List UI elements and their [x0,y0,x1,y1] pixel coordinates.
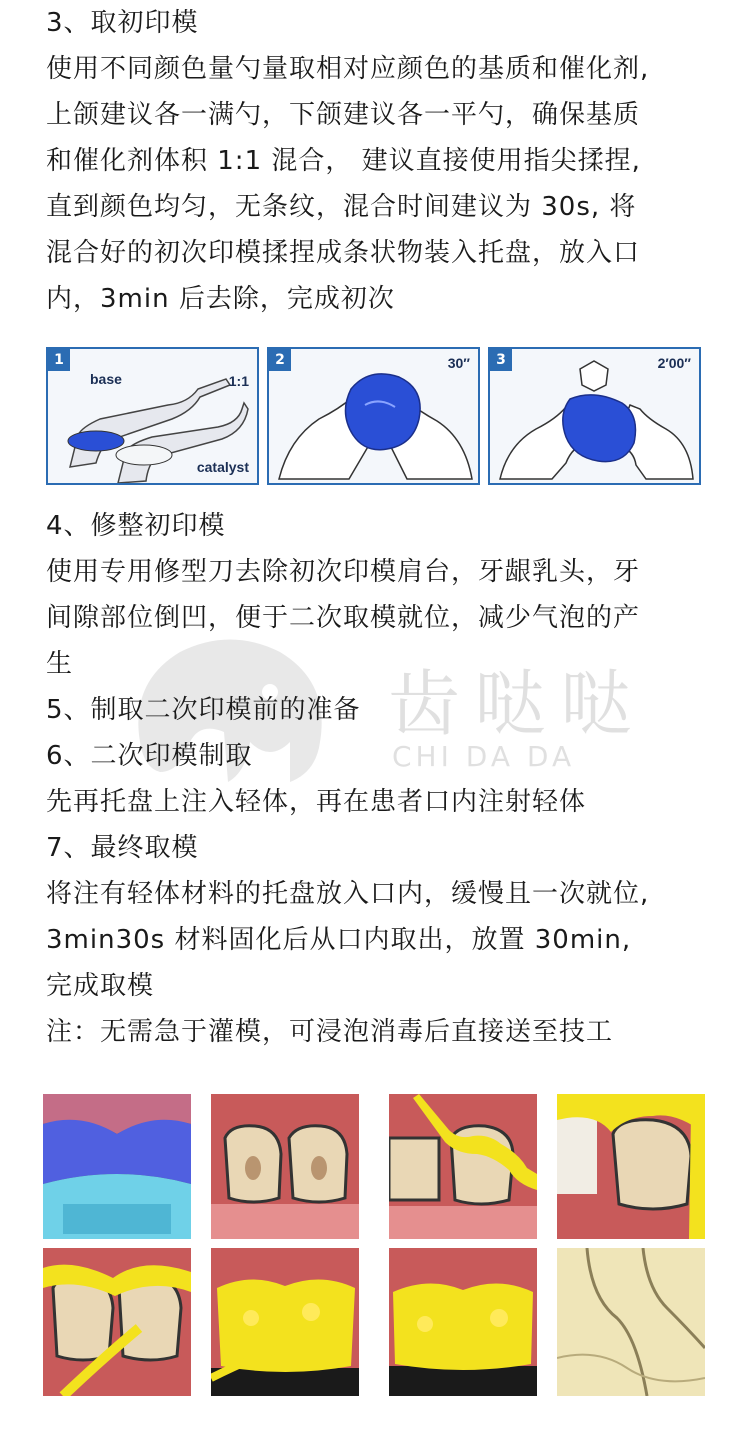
step-panel-3 [488,347,701,485]
time-label: 30″ [447,355,470,371]
section-7-line: 完成取模 [46,971,155,1001]
section-3-line: 内，3min 后去除，完成初次 [46,284,395,314]
photo-arch-covered [389,1248,537,1396]
step-panel-1 [46,347,259,485]
section-6-title: 6、二次印模制取 [46,741,253,771]
watermark-cn: 齿哒哒 [388,662,647,746]
catalyst-label: catalyst [196,459,249,475]
ratio-label: 1:1 [228,373,249,389]
section-4-title: 4、修整初印模 [46,511,226,541]
section-3-line: 混合好的初次印模揉捏成条状物装入托盘，放入口 [46,238,641,268]
section-3-line: 和催化剂体积 1:1 混合， 建议直接使用指尖揉捏, [46,146,641,176]
section-6-line: 先再托盘上注入轻体，再在患者口内注射轻体 [46,787,587,817]
photo-injecting-light-body [389,1094,537,1239]
photo-light-body-on-teeth [557,1094,705,1239]
step-number: 1 [48,349,70,371]
section-4-line: 使用专用修型刀去除初次印模肩台，牙龈乳头，牙 [46,557,641,587]
step-number: 2 [269,349,291,371]
section-4-line: 生 [46,649,74,679]
photo-tray-impression [43,1094,191,1239]
section-3-line: 上颌建议各一满勺，下颌建议各一平勺，确保基质 [46,100,641,130]
section-3-line: 直到颜色均匀，无条纹，混合时间建议为 30s, 将 [46,192,637,222]
step-panel-2 [267,347,480,485]
section-7-line: 将注有轻体材料的托盘放入口内，缓慢且一次就位, [46,879,650,909]
base-label: base [90,371,122,387]
photo-final-impression [557,1248,705,1396]
time-label: 2′00″ [657,355,691,371]
section-3-title: 3、取初印模 [46,8,199,38]
step-number: 3 [490,349,512,371]
section-7-line: 3min30s 材料固化后从口内取出，放置 30min, [46,925,632,955]
section-4-line: 间隙部位倒凹，便于二次取模就位，减少气泡的产 [46,603,641,633]
photo-full-light-body [211,1248,359,1396]
photo-syringe-tip [43,1248,191,1396]
section-7-title: 7、最终取模 [46,833,199,863]
watermark-en: CHI DA DA [392,740,576,773]
note-text: 注：无需急于灌模，可浸泡消毒后直接送至技工 [46,1017,614,1047]
section-3-line: 使用不同颜色量勺量取相对应颜色的基质和催化剂, [46,54,650,84]
photo-prepared-teeth [211,1094,359,1239]
section-5-title: 5、制取二次印模前的准备 [46,695,361,725]
